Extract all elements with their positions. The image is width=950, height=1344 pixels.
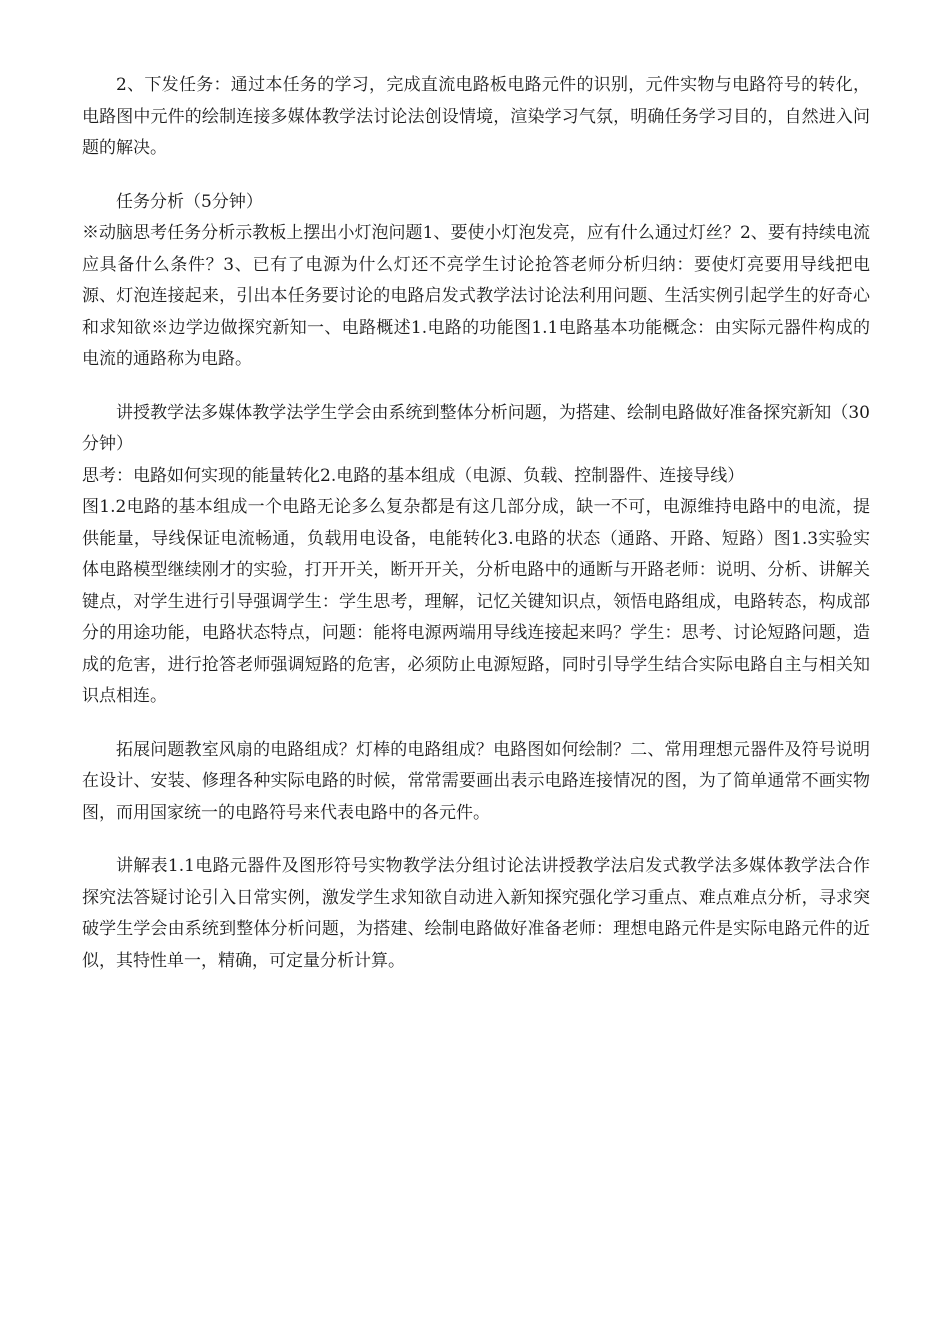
paragraph-circuit-composition: 图1.2电路的基本组成一个电路无论多么复杂都是有这几部分成，缺一不可，电源维持电路中的电流，提供能量，导线保证电流畅通，负载用电设备，电能转化3.电路的状态（通路、开路、短路）图1.3实验实体电路模型继续刚才的实验，打开开关，断开开关，分析电路中的通断与开路老师：说明、分析、讲解关键点，对学生进行引导强调学生：学生思考，理解，记忆关键知识点，领悟电路组成，电路转态，构成部分的用途功能，电路状态特点，问题：能将电源两端用导线连接起来吗？学生：思考、讨论短路问题，造成的危害，进行抢答老师强调短路的危害，必须防止电源短路，同时引导学生结合实际电路自主与相关知识点相连。 — [82, 497, 870, 706]
paragraph-explanation-table: 讲解表1.1电路元器件及图形符号实物教学法分组讨论法讲授教学法启发式教学法多媒体教学法合作探究法答疑讨论引入日常实例，激发学生求知欲自动进入新知探究强化学习重点、难点难点分析，寻求突破学生学会由系统到整体分析问题，为搭建、绘制电路做好准备老师：理想电路元件是实际电路元件的近似，其特性单一，精确，可定量分析计算。 — [82, 856, 870, 971]
paragraph-teaching-method: 讲授教学法多媒体教学法学生学会由系统到整体分析问题，为搭建、绘制电路做好准备探究新知（30分钟） — [82, 402, 870, 454]
paragraph-task-analysis-body: ※动脑思考任务分析示教板上摆出小灯泡问题1、要使小灯泡发亮，应有什么通过灯丝？2、要有持续电流应具备什么条件？3、已有了电源为什么灯还不亮学生讨论抢答老师分析归纳：要使灯亮要用导线把电源、灯泡连接起来，引出本任务要讨论的电路启发式教学法讨论法利用问题、生活实例引起学生的好奇心和求知欲※边学边做探究新知一、电路概述1.电路的功能图1.1电路基本功能概念：由实际元器件构成的电流的通路称为电路。 — [82, 223, 870, 369]
paragraph-thinking: 思考：电路如何实现的能量转化2.电路的基本组成（电源、负载、控制器件、连接导线） — [82, 465, 745, 486]
paragraph-task-assignment: 2、下发任务：通过本任务的学习，完成直流电路板电路元件的识别，元件实物与电路符号的转化，电路图中元件的绘制连接多媒体教学法讨论法创设情境，渲染学习气氛，明确任务学习目的，自然进入问题的解决。 — [82, 75, 870, 158]
document-page — [82, 70, 870, 977]
paragraph-task-analysis-heading: 任务分析（5分钟） — [116, 191, 263, 212]
paragraph-extension-questions: 拓展问题教室风扇的电路组成？灯棒的电路组成？电路图如何绘制？二、常用理想元器件及符号说明在设计、安装、修理各种实际电路的时候，常常需要画出表示电路连接情况的图，为了简单通常不画实物图，而用国家统一的电路符号来代表电路中的各元件。 — [82, 739, 870, 823]
